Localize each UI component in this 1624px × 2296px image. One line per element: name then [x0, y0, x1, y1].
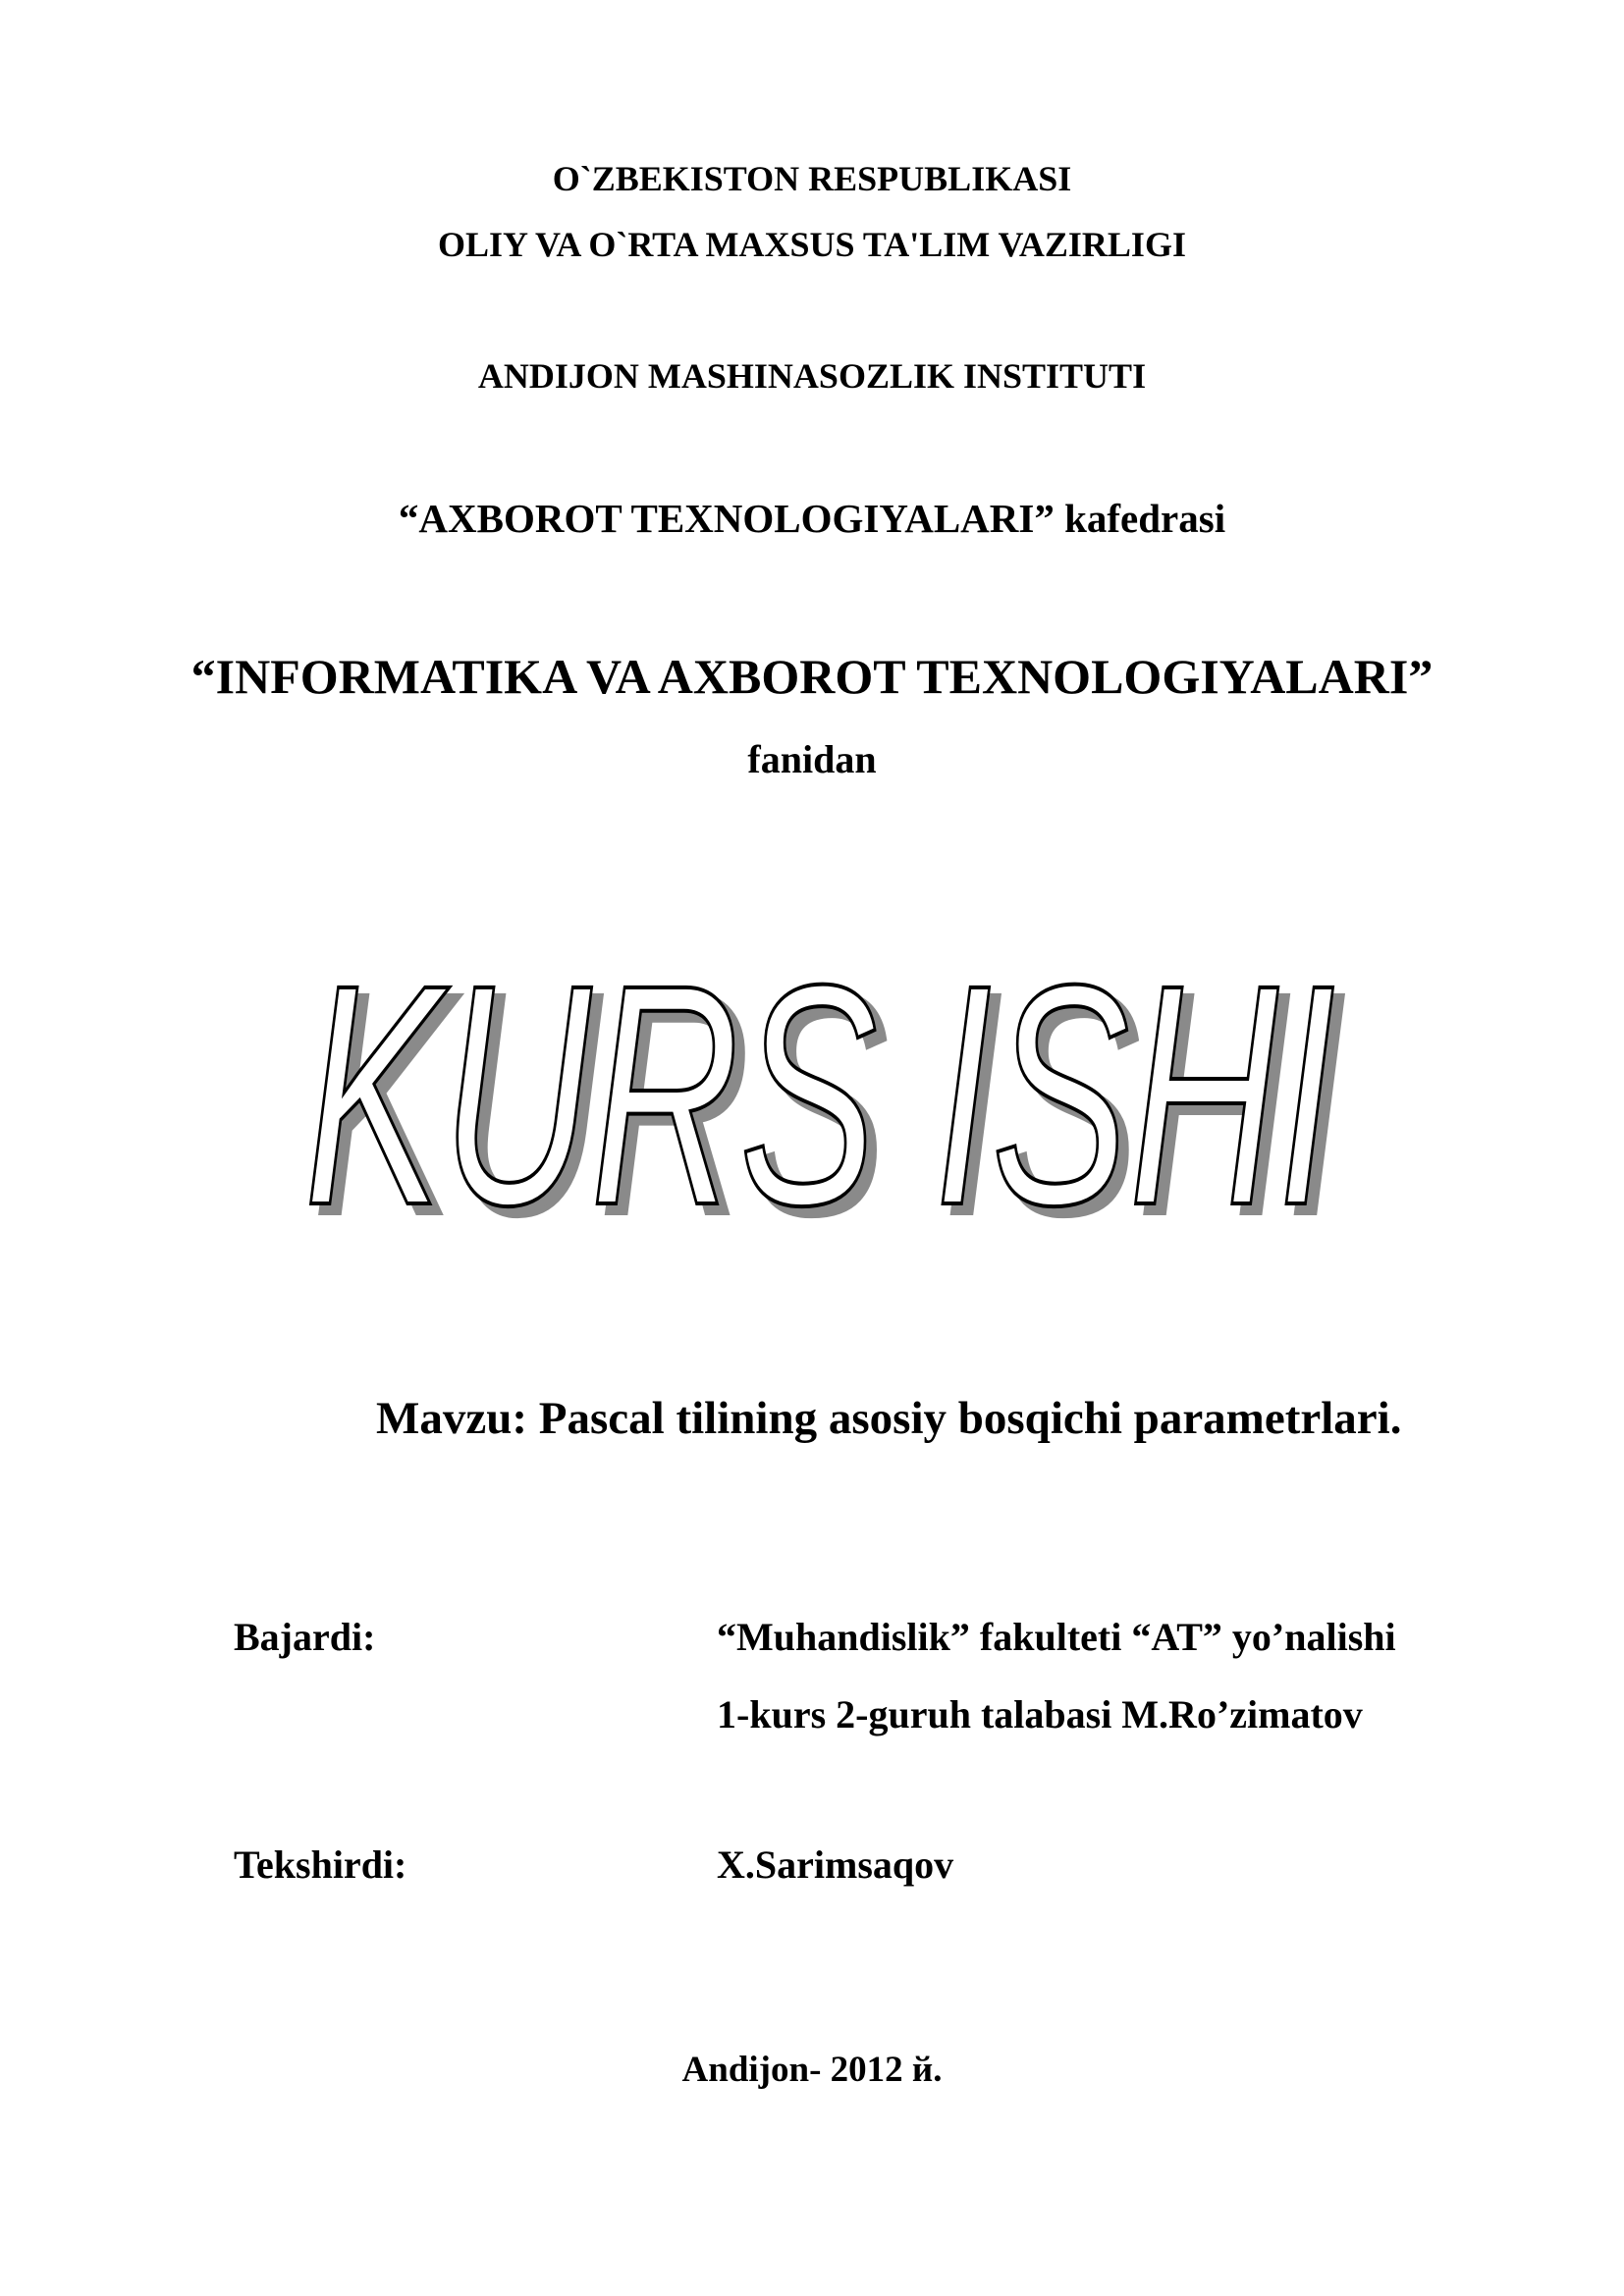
institute-heading: ANDIJON MASHINASOZLIK INSTITUTI: [477, 356, 1147, 396]
document-title-text: KURS ISHI: [304, 919, 1336, 1237]
subject-suffix: fanidan: [747, 737, 877, 781]
document-title: [0, 913, 1624, 1237]
document-title-shadow: KURS ISHI: [314, 928, 1346, 1237]
performed-line-1: “Muhandislik” fakulteti “AT” yo’nalishi: [717, 1615, 1396, 1659]
department-heading: “AXBOROT TEXNOLOGIYALARI” kafedrasi: [398, 496, 1226, 541]
topic-end: .: [1389, 1393, 1402, 1444]
topic-text: Pascal tilining asosiy bosqichi parametrlari: [527, 1393, 1390, 1444]
topic-line: [376, 1393, 1402, 1444]
ministry-heading: OLIY VA O`RTA MAXSUS TA'LIM VAZIRLIGI: [438, 225, 1186, 264]
country-heading: O`ZBEKISTON RESPUBLIKASI: [552, 159, 1072, 198]
checked-value: X.Sarimsaqov: [717, 1842, 954, 1887]
topic-separator: :: [512, 1393, 528, 1444]
place-year: Andijon- 2012 й.: [681, 2050, 943, 2090]
performed-line-2: 1-kurs 2-guruh talabasi M.Ro’zimatov: [717, 1692, 1363, 1736]
checked-label: Tekshirdi:: [234, 1842, 407, 1887]
performed-label: Bajardi:: [234, 1615, 376, 1659]
topic-label: Mavzu: [376, 1393, 513, 1444]
subject-heading: “INFORMATIKA VA AXBOROT TEXNOLOGIYALARI”: [190, 649, 1434, 704]
